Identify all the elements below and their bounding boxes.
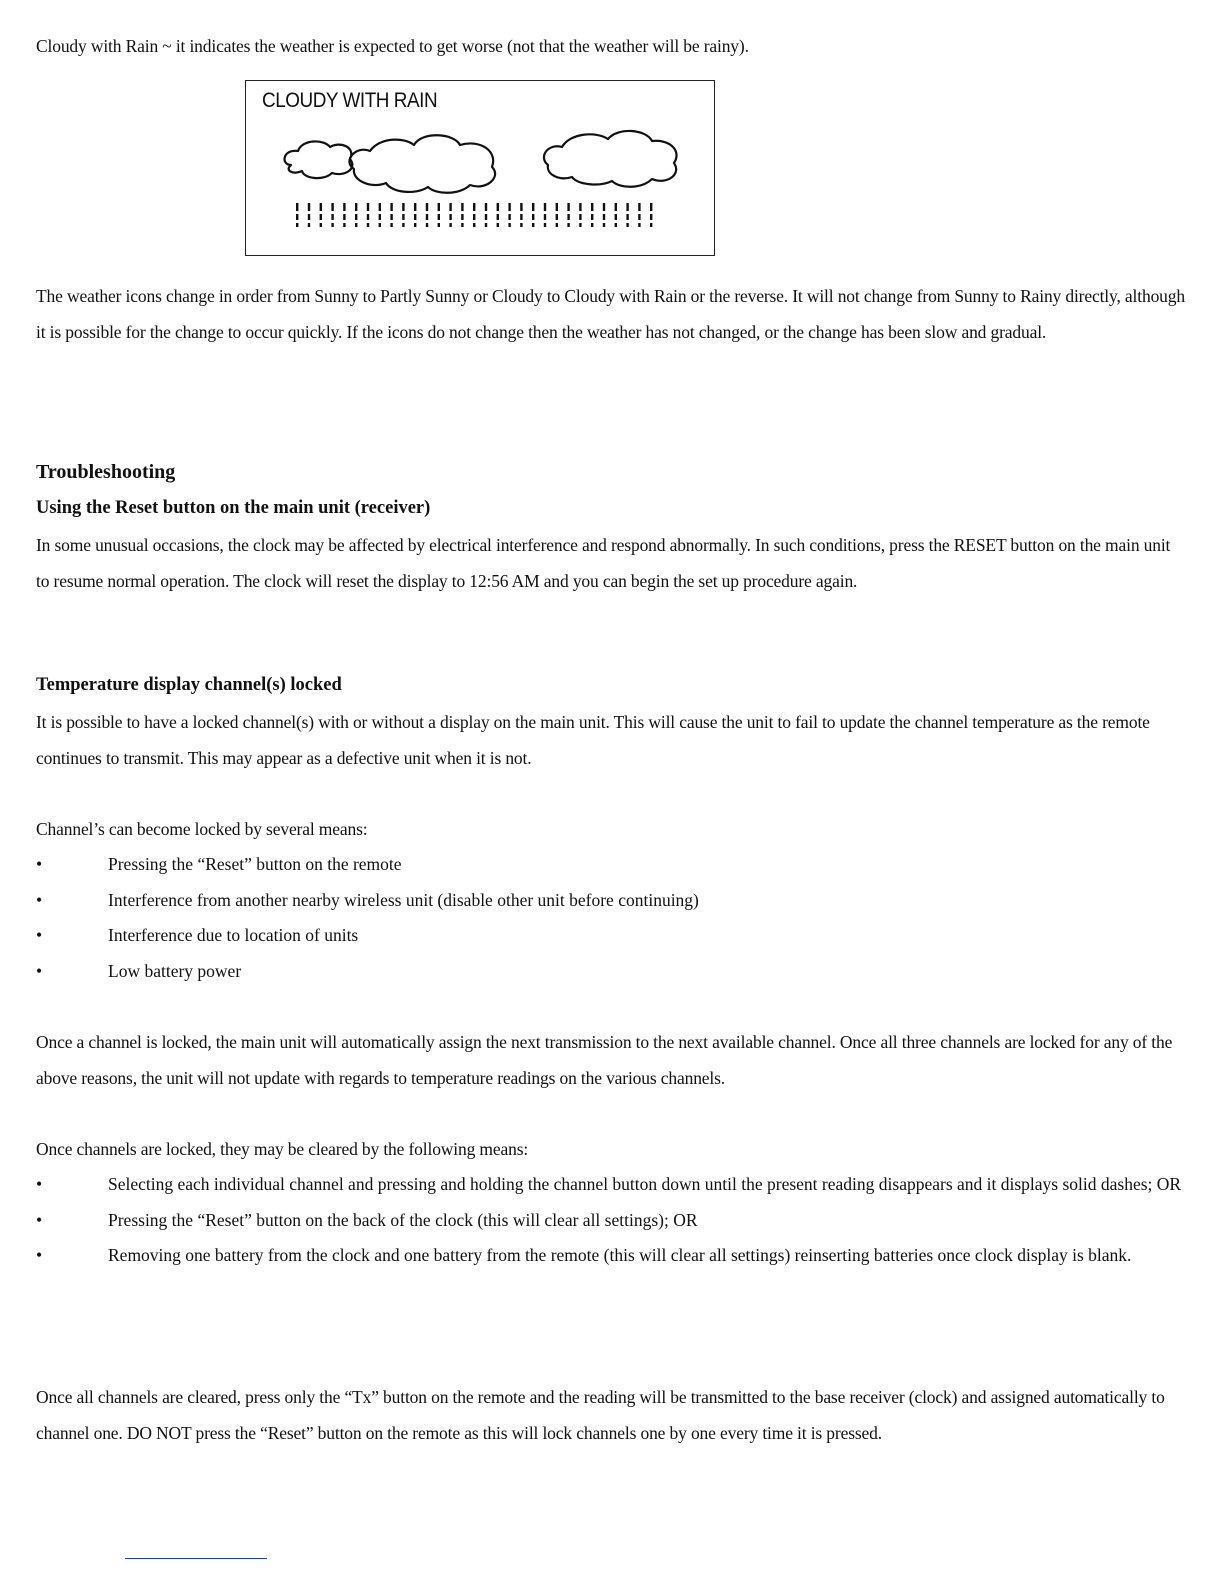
rain-drop <box>508 203 510 211</box>
rain-drop <box>379 203 381 211</box>
rain-drop <box>449 203 451 211</box>
list-item: • Selecting each individual channel and pressing and holding the channel button down until the present reading disappears and it displays solid dashes; OR <box>36 1167 1186 1203</box>
rain-drop <box>579 223 581 227</box>
troubleshooting-heading: Troubleshooting <box>36 461 176 483</box>
intro-paragraph: Cloudy with Rain ~ it indicates the weather is expected to get worse (not that the weather will be rainy). <box>36 36 749 56</box>
rain-drop <box>331 214 333 220</box>
rain-drop <box>579 214 581 220</box>
rain-drop <box>626 223 628 227</box>
rain-drop <box>556 223 558 227</box>
rain-drop <box>320 223 322 227</box>
rain-drop <box>638 203 640 211</box>
rain-drop <box>544 223 546 227</box>
cloudy-with-rain-figure <box>245 80 715 256</box>
list-item: • Interference due to location of units <box>36 918 1186 954</box>
rain-drop <box>355 223 357 227</box>
rain-drop <box>532 203 534 211</box>
rain-drop <box>497 203 499 211</box>
rain-drop <box>308 223 310 227</box>
rain-drop <box>331 203 333 211</box>
rain-drop <box>603 223 605 227</box>
cloudy-with-rain-icon <box>246 81 716 257</box>
rain-drop <box>343 203 345 211</box>
rain-drop <box>626 214 628 220</box>
reset-paragraph: In some unusual occasions, the clock may be affected by electrical interference and respond abnormally. In such conditions, press the RESET button on the main unit to resume normal operation. The clock will reset the display to 12:56 AM and you can begin the set up procedure again. <box>36 535 1171 591</box>
figure-title: CLOUDY WITH RAIN <box>262 89 438 112</box>
rain-drop <box>461 203 463 211</box>
rain-drop <box>591 214 593 220</box>
rain-drop <box>556 214 558 220</box>
rain-drop <box>438 214 440 220</box>
channel-locked-paragraph: It is possible to have a locked channel(s) with or without a display on the main unit. This will cause the unit to fail to update the channel temperature as the remote continues to transmit. This may appear as a defective unit when it is not. <box>36 712 1150 768</box>
rain-drop <box>343 223 345 227</box>
rain-drop <box>497 223 499 227</box>
means-intro: Channel’s can become locked by several means: <box>36 819 368 839</box>
rain-drop <box>532 223 534 227</box>
rain-drop <box>650 223 652 227</box>
rain-drop <box>402 214 404 220</box>
bullet: • <box>36 1209 43 1230</box>
bullet: • <box>36 1174 43 1194</box>
rain-drop <box>567 203 569 211</box>
rain-drop <box>438 223 440 227</box>
rain-drop <box>426 203 428 211</box>
rain-drop <box>508 214 510 220</box>
rain-drop <box>638 214 640 220</box>
rain-drop <box>355 214 357 220</box>
rain-drop <box>296 203 298 211</box>
rain-drop <box>426 223 428 227</box>
rain-drop <box>532 214 534 220</box>
rain-drop <box>320 214 322 220</box>
rain-drop <box>567 214 569 220</box>
rain-drop <box>438 203 440 211</box>
rain-drop <box>449 214 451 220</box>
rain-drop <box>508 223 510 227</box>
rain-drop <box>626 203 628 211</box>
rain-drop <box>461 223 463 227</box>
rain-drop <box>367 203 369 211</box>
footer-link-underline <box>125 1558 267 1559</box>
rain-drop <box>367 214 369 220</box>
rain-drop <box>615 214 617 220</box>
rain-drop <box>402 223 404 227</box>
bullet: • <box>36 925 43 945</box>
rain-drop <box>414 223 416 227</box>
rain-drop <box>473 203 475 211</box>
rain-drop <box>544 203 546 211</box>
final-paragraph: Once all channels are cleared, press only the “Tx” button on the remote and the reading will be transmitted to the base receiver (clock) and assigned automatically to channel one. DO NOT press the “Reset” button on the remote as this will lock channels one by one every time it is pressed. <box>36 1387 1165 1443</box>
rain-drop <box>650 203 652 211</box>
rain-drop <box>650 214 652 220</box>
rain-drop <box>544 214 546 220</box>
rain-drop <box>615 203 617 211</box>
rain-drop <box>485 203 487 211</box>
list-item: • Interference from another nearby wireless unit (disable other unit before continuing) <box>36 883 1186 919</box>
rain-drop <box>296 223 298 227</box>
rain-drop <box>615 223 617 227</box>
rain-drop <box>379 214 381 220</box>
once-locked-paragraph: Once a channel is locked, the main unit will automatically assign the next transmission to the next available channel. Once all three channels are locked for any of the above reasons, the unit will not update with regards to temperature readings on the various channels. <box>36 1032 1173 1088</box>
rain-drop <box>449 223 451 227</box>
rain-drop <box>308 203 310 211</box>
rain-drop <box>556 203 558 211</box>
rain-drop <box>390 214 392 220</box>
channel-locked-heading: Temperature display channel(s) locked <box>36 675 342 695</box>
rain-drop <box>473 214 475 220</box>
locked-means-list <box>36 847 1186 989</box>
weather-icons-paragraph: The weather icons change in order from Sunny to Partly Sunny or Cloudy to Cloudy with Rain or the reverse. It will not change from Sunny to Rainy directly, although it is possible for the change to occur quickly. If the icons do not change then the weather has not changed, or the change has been slow and gradual. <box>36 286 1185 342</box>
rain-drop <box>591 223 593 227</box>
list-item: • Low battery power <box>36 954 1186 990</box>
rain-drop <box>367 223 369 227</box>
rain-drop <box>520 214 522 220</box>
rain-drop <box>638 223 640 227</box>
rain-drop <box>473 223 475 227</box>
bullet: • <box>36 854 43 874</box>
rain-drop <box>461 214 463 220</box>
rain-drop <box>426 214 428 220</box>
rain-drop <box>567 223 569 227</box>
bullet: • <box>36 889 43 910</box>
rain-drop <box>402 203 404 211</box>
rain-drop <box>343 214 345 220</box>
list-item: • Pressing the “Reset” button on the back of the clock (this will clear all settings); OR <box>36 1203 1186 1239</box>
rain-drop <box>603 214 605 220</box>
rain-drop <box>520 203 522 211</box>
bullet: • <box>36 960 43 981</box>
rain-drop <box>390 203 392 211</box>
rain-drop <box>485 214 487 220</box>
bullet: • <box>36 1245 43 1265</box>
rain-drop <box>485 223 487 227</box>
rain-drop <box>579 203 581 211</box>
rain-drop <box>414 214 416 220</box>
clear-intro: Once channels are locked, they may be cleared by the following means: <box>36 1139 529 1159</box>
rain-drop <box>390 223 392 227</box>
rain-drop <box>379 223 381 227</box>
rain-drop <box>603 203 605 211</box>
rain-drop <box>520 223 522 227</box>
rain-drop <box>320 203 322 211</box>
list-item: • Pressing the “Reset” button on the remote <box>36 847 1186 883</box>
rain-drop <box>497 214 499 220</box>
rain-drop <box>414 203 416 211</box>
rain-drop <box>296 214 298 220</box>
rain-drop <box>355 203 357 211</box>
reset-button-heading: Using the Reset button on the main unit (receiver) <box>36 498 431 518</box>
rain-drop <box>591 203 593 211</box>
rain-drop <box>308 214 310 220</box>
list-item: • Removing one battery from the clock and one battery from the remote (this will clear all settings) reinserting batteries once clock display is blank. <box>36 1238 1186 1274</box>
rain-drop <box>331 223 333 227</box>
clear-means-list <box>36 1167 1186 1274</box>
